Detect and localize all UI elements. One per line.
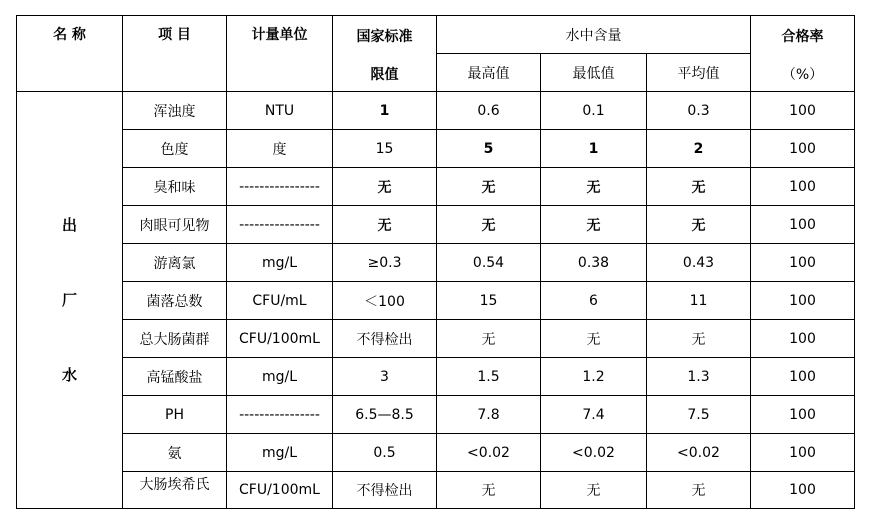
header-max: 最高值 xyxy=(437,54,541,92)
header-unit: 计量单位 xyxy=(227,16,333,92)
header-pass-rate-line1: 合格率 xyxy=(781,28,824,45)
cell-unit: CFU/100mL xyxy=(227,320,333,358)
cell-limit: 不得检出 xyxy=(333,472,437,509)
cell-limit: 无 xyxy=(333,206,437,244)
cell-avg: 0.3 xyxy=(647,92,751,130)
table-row xyxy=(17,320,855,358)
table-row xyxy=(17,168,855,206)
cell-avg: 无 xyxy=(647,168,751,206)
cell-unit: ---------------- xyxy=(227,396,333,434)
table-row xyxy=(17,244,855,282)
cell-rate: 100 xyxy=(751,434,855,472)
cell-unit: ---------------- xyxy=(227,206,333,244)
cell-rate: 100 xyxy=(751,320,855,358)
cell-unit: NTU xyxy=(227,92,333,130)
cell-rate: 100 xyxy=(751,472,855,509)
cell-unit: ---------------- xyxy=(227,168,333,206)
cell-item: 色度 xyxy=(123,130,227,168)
cell-rate: 100 xyxy=(751,358,855,396)
side-label-char: 出 xyxy=(61,215,77,234)
table-row xyxy=(17,206,855,244)
cell-limit: 6.5—8.5 xyxy=(333,396,437,434)
header-name: 名 称 xyxy=(17,16,123,92)
cell-limit: 0.5 xyxy=(333,434,437,472)
cell-limit: 1 xyxy=(333,92,437,130)
cell-max: 无 xyxy=(437,472,541,509)
cell-rate: 100 xyxy=(751,168,855,206)
cell-max: 7.8 xyxy=(437,396,541,434)
cell-limit: ≥0.3 xyxy=(333,244,437,282)
cell-item: 大肠埃希氏 xyxy=(123,472,227,509)
cell-unit: mg/L xyxy=(227,244,333,282)
table-row xyxy=(17,472,855,509)
cell-limit: ＜100 xyxy=(333,282,437,320)
table-row xyxy=(17,130,855,168)
cell-avg: <0.02 xyxy=(647,434,751,472)
cell-item: 游离氯 xyxy=(123,244,227,282)
table-row xyxy=(17,396,855,434)
cell-rate: 100 xyxy=(751,396,855,434)
cell-max: 15 xyxy=(437,282,541,320)
cell-limit: 不得检出 xyxy=(333,320,437,358)
cell-unit: CFU/mL xyxy=(227,282,333,320)
cell-min: 0.1 xyxy=(541,92,647,130)
cell-limit: 15 xyxy=(333,130,437,168)
cell-rate: 100 xyxy=(751,282,855,320)
header-item: 项 目 xyxy=(123,16,227,92)
cell-max: 无 xyxy=(437,206,541,244)
cell-max: 1.5 xyxy=(437,358,541,396)
cell-min: 1 xyxy=(541,130,647,168)
cell-item: 肉眼可见物 xyxy=(123,206,227,244)
cell-item: 氨 xyxy=(123,434,227,472)
cell-min: <0.02 xyxy=(541,434,647,472)
cell-rate: 100 xyxy=(751,206,855,244)
cell-avg: 0.43 xyxy=(647,244,751,282)
cell-unit: mg/L xyxy=(227,434,333,472)
cell-limit: 无 xyxy=(333,168,437,206)
side-label-char: 厂 xyxy=(61,290,77,309)
cell-min: 1.2 xyxy=(541,358,647,396)
header-min: 最低值 xyxy=(541,54,647,92)
cell-rate: 100 xyxy=(751,130,855,168)
cell-max: <0.02 xyxy=(437,434,541,472)
side-label-char: 水 xyxy=(61,365,77,384)
cell-min: 无 xyxy=(541,320,647,358)
table-row xyxy=(17,358,855,396)
cell-unit: 度 xyxy=(227,130,333,168)
cell-item: 臭和味 xyxy=(123,168,227,206)
cell-max: 0.54 xyxy=(437,244,541,282)
cell-avg: 7.5 xyxy=(647,396,751,434)
cell-rate: 100 xyxy=(751,244,855,282)
cell-min: 0.38 xyxy=(541,244,647,282)
header-standard-line2: 限值 xyxy=(370,66,399,83)
cell-item: PH xyxy=(123,396,227,434)
cell-avg: 1.3 xyxy=(647,358,751,396)
water-quality-table xyxy=(16,15,855,509)
cell-avg: 无 xyxy=(647,206,751,244)
side-label xyxy=(17,92,123,509)
table-row xyxy=(17,282,855,320)
cell-limit: 3 xyxy=(333,358,437,396)
header-avg: 平均值 xyxy=(647,54,751,92)
cell-avg: 无 xyxy=(647,472,751,509)
table-row xyxy=(17,92,855,130)
header-pass-rate xyxy=(751,16,855,92)
cell-unit: mg/L xyxy=(227,358,333,396)
header-standard-line1: 国家标准 xyxy=(356,28,413,45)
cell-unit: CFU/100mL xyxy=(227,472,333,509)
cell-min: 6 xyxy=(541,282,647,320)
cell-rate: 100 xyxy=(751,92,855,130)
cell-min: 7.4 xyxy=(541,396,647,434)
cell-max: 0.6 xyxy=(437,92,541,130)
table-row xyxy=(17,434,855,472)
cell-max: 无 xyxy=(437,168,541,206)
header-pass-rate-line2: （%） xyxy=(781,66,824,83)
cell-item: 浑浊度 xyxy=(123,92,227,130)
cell-min: 无 xyxy=(541,206,647,244)
cell-min: 无 xyxy=(541,168,647,206)
cell-item: 高锰酸盐 xyxy=(123,358,227,396)
table-body xyxy=(17,92,855,509)
header-water-content: 水中含量 xyxy=(437,16,751,54)
cell-avg: 无 xyxy=(647,320,751,358)
cell-min: 无 xyxy=(541,472,647,509)
cell-item: 总大肠菌群 xyxy=(123,320,227,358)
cell-avg: 2 xyxy=(647,130,751,168)
cell-avg: 11 xyxy=(647,282,751,320)
cell-max: 5 xyxy=(437,130,541,168)
cell-max: 无 xyxy=(437,320,541,358)
header-standard xyxy=(333,16,437,92)
cell-item: 菌落总数 xyxy=(123,282,227,320)
